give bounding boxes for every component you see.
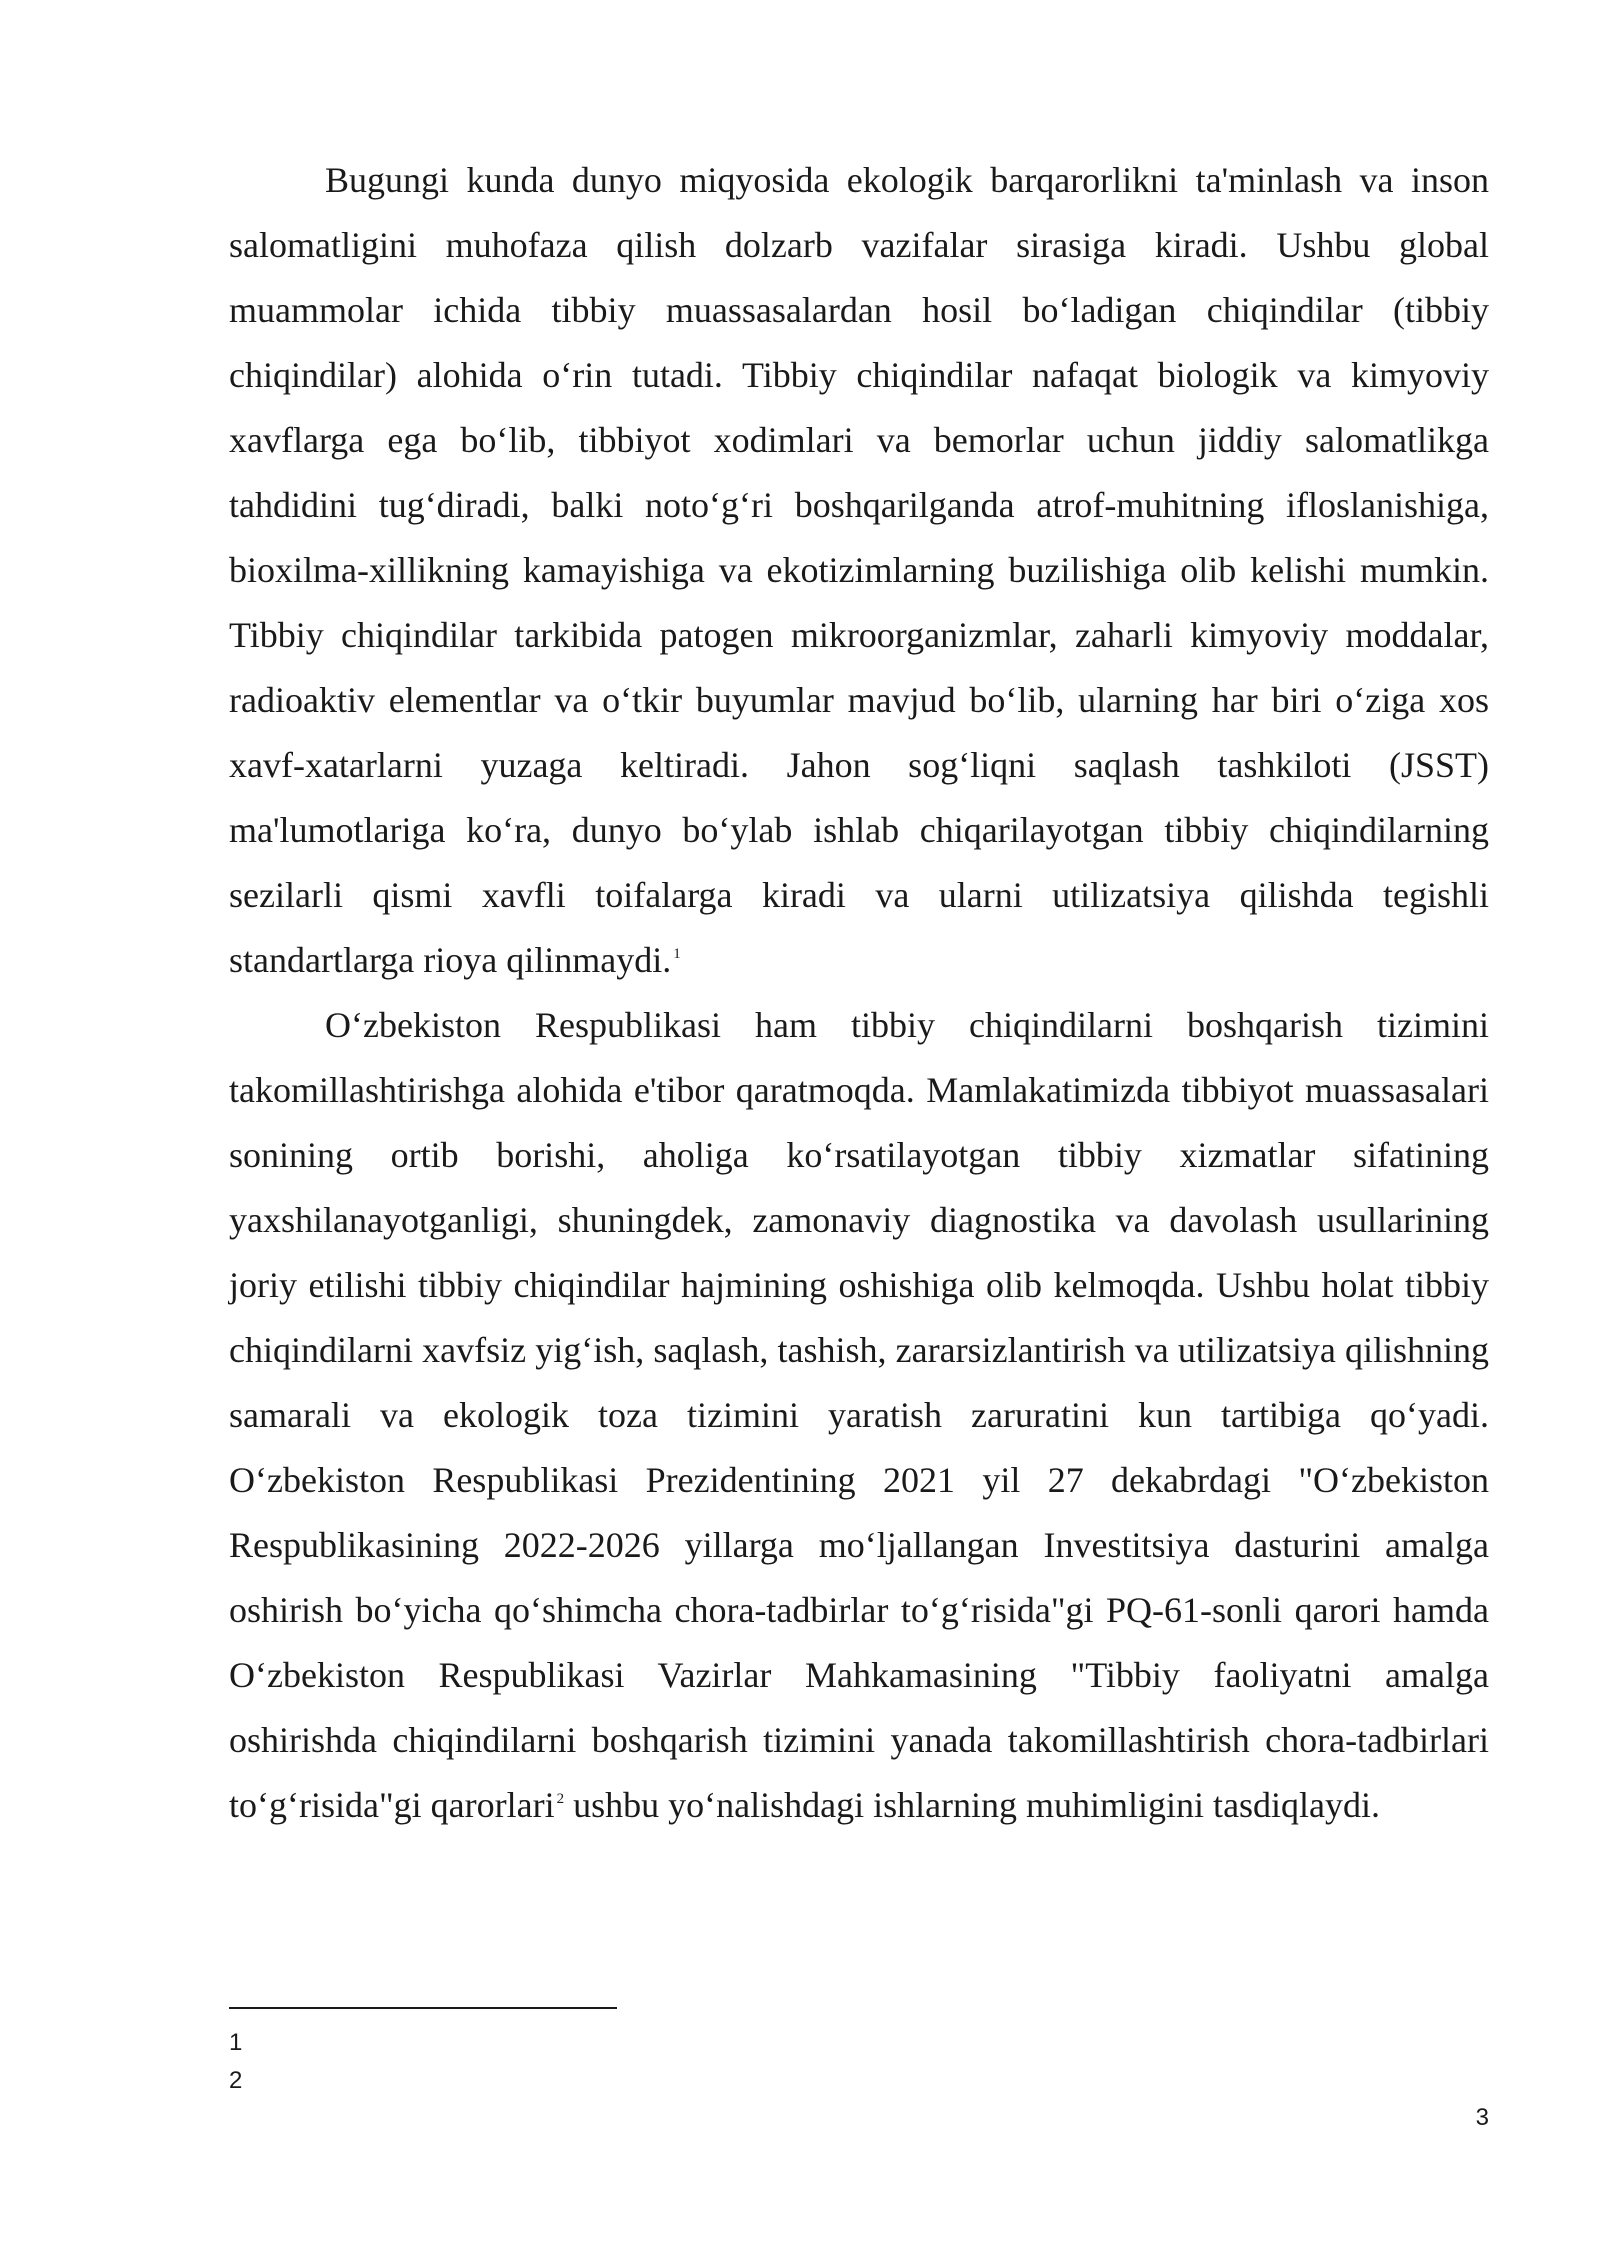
footnote-separator — [229, 2007, 617, 2009]
footnotes-section — [229, 2024, 242, 2100]
paragraph-1-text: Bugungi kunda dunyo miqyosida ekologik barqarorlikni ta'minlash va inson salomatligini muhofaza qilish dolzarb vazifalar sirasiga kiradi. Ushbu global muammolar ichida tibbiy muassasalardan hosil bo‘ladigan chiqindilar (tibbiy chiqindilar) alohida o‘rin tutadi. Tibbiy chiqindilar nafaqat biologik va kimyoviy xavflarga ega bo‘lib, tibbiyot xodimlari va bemorlar uchun jiddiy salomatlikga tahdidini tug‘diradi, balki noto‘g‘ri boshqarilganda atrof-muhitning ifloslanishiga, bioxilma-xillikning kamayishiga va ekotizimlarning buzilishiga olib kelishi mumkin. Tibbiy chiqindilar tarkibida patogen mikroorganizmlar, zaharli kimyoviy moddalar, radioaktiv elementlar va o‘tkir buyumlar mavjud bo‘lib, ularning har biri o‘ziga xos xavf-xatarlarni yuzaga keltiradi. Jahon sog‘liqni saqlash tashkiloti (JSST) ma'lumotlariga ko‘ra, dunyo bo‘ylab ishlab chiqarilayotgan tibbiy chiqindilarning sezilarli qismi xavfli toifalarga kiradi va ularni utilizatsiya qilishda tegishli standartlarga rioya qilinmaydi. — [229, 160, 1489, 980]
footnote-2: 2 — [229, 2067, 243, 2094]
body-text — [229, 148, 1489, 1838]
footnote-ref-1[interactable]: 1 — [673, 946, 681, 962]
paragraph-1 — [229, 148, 1489, 993]
paragraph-2-text-before-ref: O‘zbekiston Respublikasi ham tibbiy chiqindilarni boshqarish tizimini takomillashtirishga alohida e'tibor qaratmoqda. Mamlakatimizda tibbiyot muassasalari sonining ortib borishi, aholiga ko‘rsatilayotgan tibbiy xizmatlar sifatining yaxshilanayotganligi, shuningdek, zamonaviy diagnostika va davolash usullarining joriy etilishi tibbiy chiqindilar hajmining oshishiga olib kelmoqda. Ushbu holat tibbiy chiqindilarni xavfsiz yig‘ish, saqlash, tashish, zararsizlantirish va utilizatsiya qilishning samarali va ekologik toza tizimini yaratish zaruratini kun tartibiga qo‘yadi. O‘zbekiston Respublikasi Prezidentining 2021 yil 27 dekabrdagi "O‘zbekiston Respublikasining 2022-2026 yillarga mo‘ljallangan Investitsiya dasturini amalga oshirish bo‘yicha qo‘shimcha chora-tadbirlar to‘g‘risida"gi PQ-61-sonli qarori hamda O‘zbekiston Respublikasi Vazirlar Mahkamasining "Tibbiy faoliyatni amalga oshirishda chiqindilarni boshqarish tizimini yanada takomillashtirish chora-tadbirlari to‘g‘risida"gi qarorlari — [229, 1005, 1489, 1825]
footnote-ref-2[interactable]: 2 — [556, 1791, 565, 1807]
page-number: 3 — [1475, 2104, 1489, 2131]
paragraph-2 — [229, 993, 1489, 1838]
footnote-1: 1 — [229, 2029, 243, 2056]
paragraph-2-text-after-ref: ushbu yo‘nalishdagi ishlarning muhimligini tasdiqlaydi. — [564, 1785, 1381, 1825]
